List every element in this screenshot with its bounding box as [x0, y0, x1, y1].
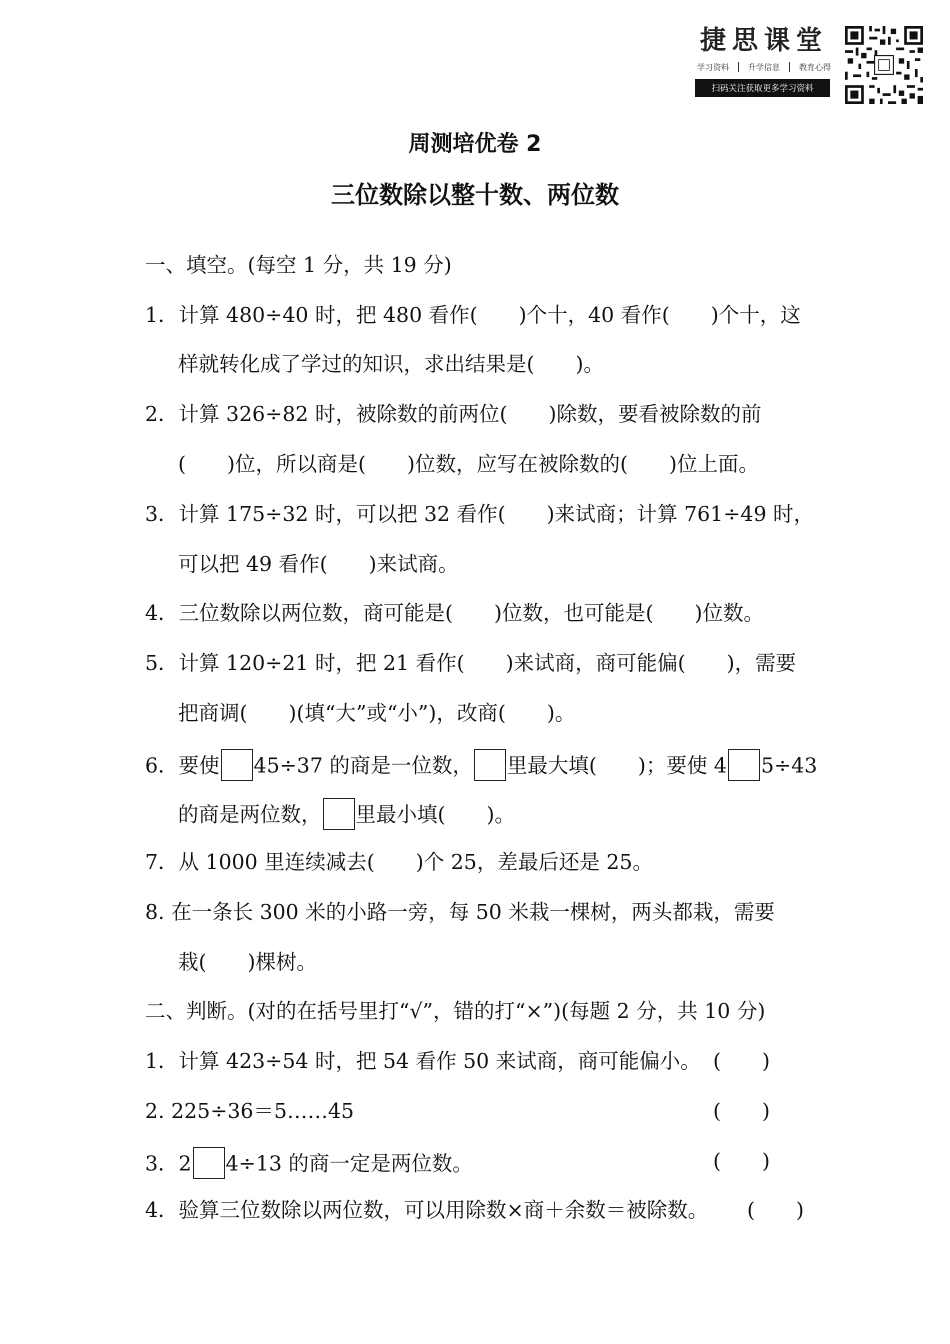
page-title: 周测培优卷 2 — [408, 132, 542, 157]
brand-links — [695, 62, 833, 73]
brand-link-3: 教育心得 — [799, 63, 831, 72]
brand-link-1: 学习资料 — [697, 63, 729, 72]
question-line: 把商调( )(填“大”或“小”)，改商( )。 — [178, 701, 576, 725]
q6-text-4: 5÷43 — [760, 753, 818, 778]
answer-paren[interactable]: ( ) — [713, 1149, 770, 1173]
q6-text-3: 里最大填( )；要使 4 — [506, 753, 727, 778]
section-header-judge: 二、判断。(对的在括号里打“√”，错的打“×”)(每题 2 分，共 10 分) — [145, 999, 766, 1023]
question-line: 3．计算 175÷32 时，可以把 32 看作( )来试商；计算 761÷49 时， — [145, 502, 815, 526]
question-line: 2．计算 326÷82 时，被除数的前两位( )除数，要看被除数的前 — [145, 402, 762, 426]
q6-text-5: 的商是两位数， — [178, 802, 322, 827]
q3-text-2: 4÷13 的商一定是两位数。 — [225, 1151, 473, 1176]
judge-question: 4．验算三位数除以两位数，可以用除数×商＋余数＝被除数。 — [145, 1198, 709, 1222]
question-line-q6b — [178, 800, 515, 832]
answer-box[interactable] — [323, 798, 355, 830]
question-line: 栽( )棵树。 — [178, 950, 317, 974]
question-line: 5．计算 120÷21 时，把 21 看作( )来试商，商可能偏( )，需要 — [145, 651, 797, 675]
answer-box[interactable] — [474, 749, 506, 781]
answer-paren[interactable]: ( ) — [747, 1198, 804, 1222]
answer-box[interactable] — [193, 1147, 225, 1179]
qr-code-icon — [845, 26, 923, 104]
question-line: 样就转化成了学过的知识，求出结果是( )。 — [178, 352, 604, 376]
judge-question-q3 — [145, 1149, 473, 1181]
brand-link-2: 升学信息 — [748, 63, 780, 72]
question-line: 4．三位数除以两位数，商可能是( )位数，也可能是( )位数。 — [145, 601, 765, 625]
brand-bar: 扫码关注获取更多学习资料 — [695, 79, 830, 97]
brand-name: 捷思课堂 — [699, 26, 828, 56]
question-line: ( )位，所以商是( )位数，应写在被除数的( )位上面。 — [178, 452, 759, 476]
answer-paren[interactable]: ( ) — [713, 1049, 770, 1073]
q6-text-6: 里最小填( )。 — [355, 802, 515, 827]
section-header-fill: 一、填空。(每空 1 分，共 19 分) — [145, 253, 452, 277]
judge-question: 2. 225÷36＝5……45 — [145, 1099, 355, 1123]
judge-question: 1．计算 423÷54 时，把 54 看作 50 来试商，商可能偏小。 — [145, 1049, 701, 1073]
q6-text-1: 6．要使 — [145, 753, 220, 778]
question-line: 7．从 1000 里连续减去( )个 25，差最后还是 25。 — [145, 850, 653, 874]
question-line: 可以把 49 看作( )来试商。 — [178, 552, 459, 576]
brand-separator — [738, 62, 739, 72]
q6-text-2: 45÷37 的商是一位数， — [253, 753, 473, 778]
page-subtitle: 三位数除以整十数、两位数 — [331, 181, 619, 209]
q3-text-1: 3．2 — [145, 1151, 192, 1176]
question-line: 8. 在一条长 300 米的小路一旁，每 50 米栽一棵树，两头都栽，需要 — [145, 900, 775, 924]
question-line: 1．计算 480÷40 时，把 480 看作( )个十，40 看作( )个十，这 — [145, 303, 801, 327]
answer-box[interactable] — [221, 749, 253, 781]
brand-block — [695, 26, 833, 97]
answer-paren[interactable]: ( ) — [713, 1099, 770, 1123]
question-line-q6a — [145, 751, 817, 783]
answer-box[interactable] — [728, 749, 760, 781]
brand-separator — [789, 62, 790, 72]
